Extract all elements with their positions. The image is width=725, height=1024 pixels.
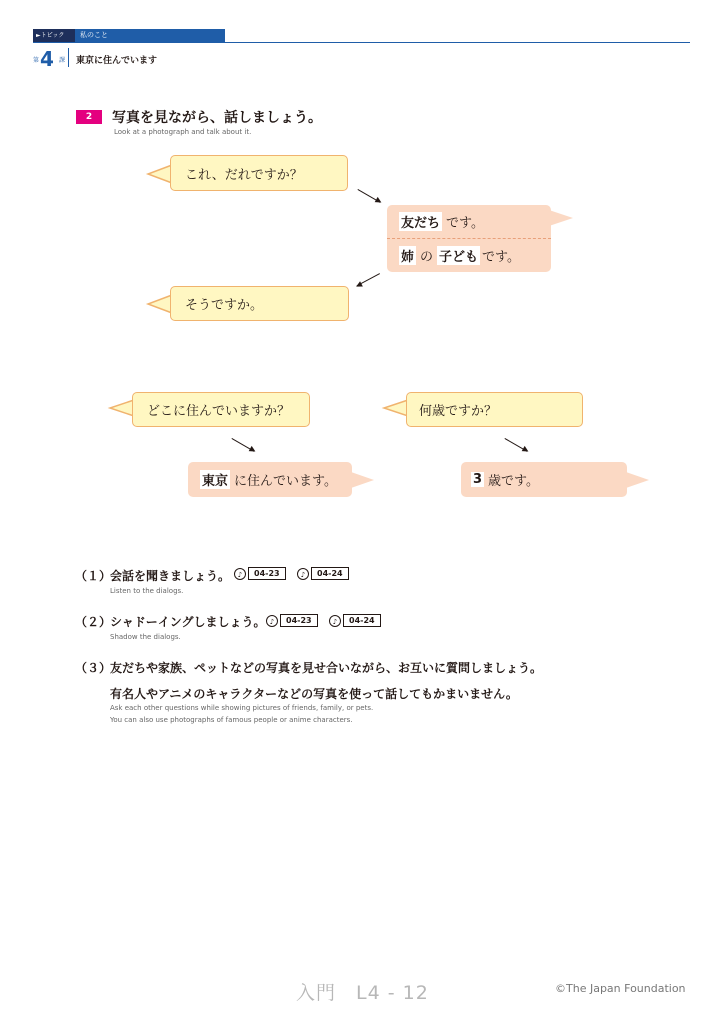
audio-track[interactable] <box>329 614 381 627</box>
answer-bubble-where <box>188 462 352 497</box>
answer-text: です。 <box>446 216 484 231</box>
exercise-subtitle: Look at a photograph and talk about it. <box>114 128 252 136</box>
answer-line-2 <box>387 239 551 272</box>
keyword-sister: 姉 <box>399 246 416 265</box>
keyword-child: 子ども <box>437 246 480 265</box>
page-number: 入門 L4 - 12 <box>296 982 429 1004</box>
question-bubble-where <box>132 392 310 427</box>
audio-track[interactable] <box>266 614 318 627</box>
lesson-number: 4 <box>40 47 54 71</box>
answer-text: 歳です。 <box>488 474 540 489</box>
task-subtitle: Ask each other questions while showing pictures of friends, family, or pets. <box>110 704 374 712</box>
question-bubble-reply <box>170 286 349 321</box>
answer-particle: の <box>420 250 434 265</box>
audio-code: 04-23 <box>248 567 286 580</box>
question-text: 何歳ですか？ <box>419 404 498 419</box>
keyword-friend: 友だち <box>399 212 442 231</box>
question-bubble-who <box>170 155 348 191</box>
task-number: （３） <box>75 661 112 675</box>
exercise-number: 2 <box>76 110 102 124</box>
task-subtitle: Shadow the dialogs. <box>110 633 181 641</box>
question-bubble-age <box>406 392 583 427</box>
lesson-prefix: 第 <box>33 57 40 64</box>
answer-bubble-age <box>461 462 627 497</box>
task-text: シャドーイングしましょう。 <box>110 615 266 629</box>
lesson-suffix: 課 <box>59 57 66 64</box>
question-text: これ、だれですか？ <box>185 167 303 183</box>
reply-text: そうですか。 <box>185 298 264 313</box>
answer-text: に住んでいます。 <box>234 474 337 489</box>
task-text: 会話を聞きましょう。 <box>110 569 231 583</box>
question-text: どこに住んでいますか？ <box>147 404 291 419</box>
speaker-icon: ♪ <box>266 615 278 627</box>
task-text: 友だちや家族、ペットなどの写真を見せ合いながら、お互いに質問しましょう。 <box>110 661 543 675</box>
lesson-title: 東京に住んでいます <box>76 56 158 66</box>
speaker-icon: ♪ <box>297 568 309 580</box>
speaker-icon: ♪ <box>234 568 246 580</box>
exercise-title: 写真を見ながら、話しましょう。 <box>112 110 322 126</box>
audio-track[interactable] <box>234 567 286 580</box>
keyword-tokyo: 東京 <box>200 470 230 489</box>
keyword-three: 3 <box>473 472 483 487</box>
speaker-icon: ♪ <box>329 615 341 627</box>
task-number: （２） <box>75 615 112 629</box>
audio-track[interactable] <box>297 567 349 580</box>
audio-code: 04-23 <box>280 614 318 627</box>
answer-line-1 <box>387 205 551 239</box>
header-tag: ►トピック <box>36 32 65 39</box>
header-topic: 私のこと <box>80 31 108 39</box>
task-text-line-2: 有名人やアニメのキャラクターなどの写真を使って話してもかまいません。 <box>110 687 518 701</box>
audio-code: 04-24 <box>311 567 349 580</box>
task-subtitle-line-2: You can also use photographs of famous people or anime characters. <box>110 716 353 724</box>
answer-text: です。 <box>482 250 521 265</box>
task-subtitle: Listen to the dialogs. <box>110 587 184 595</box>
answer-bubble-who <box>387 205 551 272</box>
task-number: （１） <box>75 569 112 583</box>
audio-code: 04-24 <box>343 614 381 627</box>
copyright: ©The Japan Foundation <box>555 982 686 995</box>
